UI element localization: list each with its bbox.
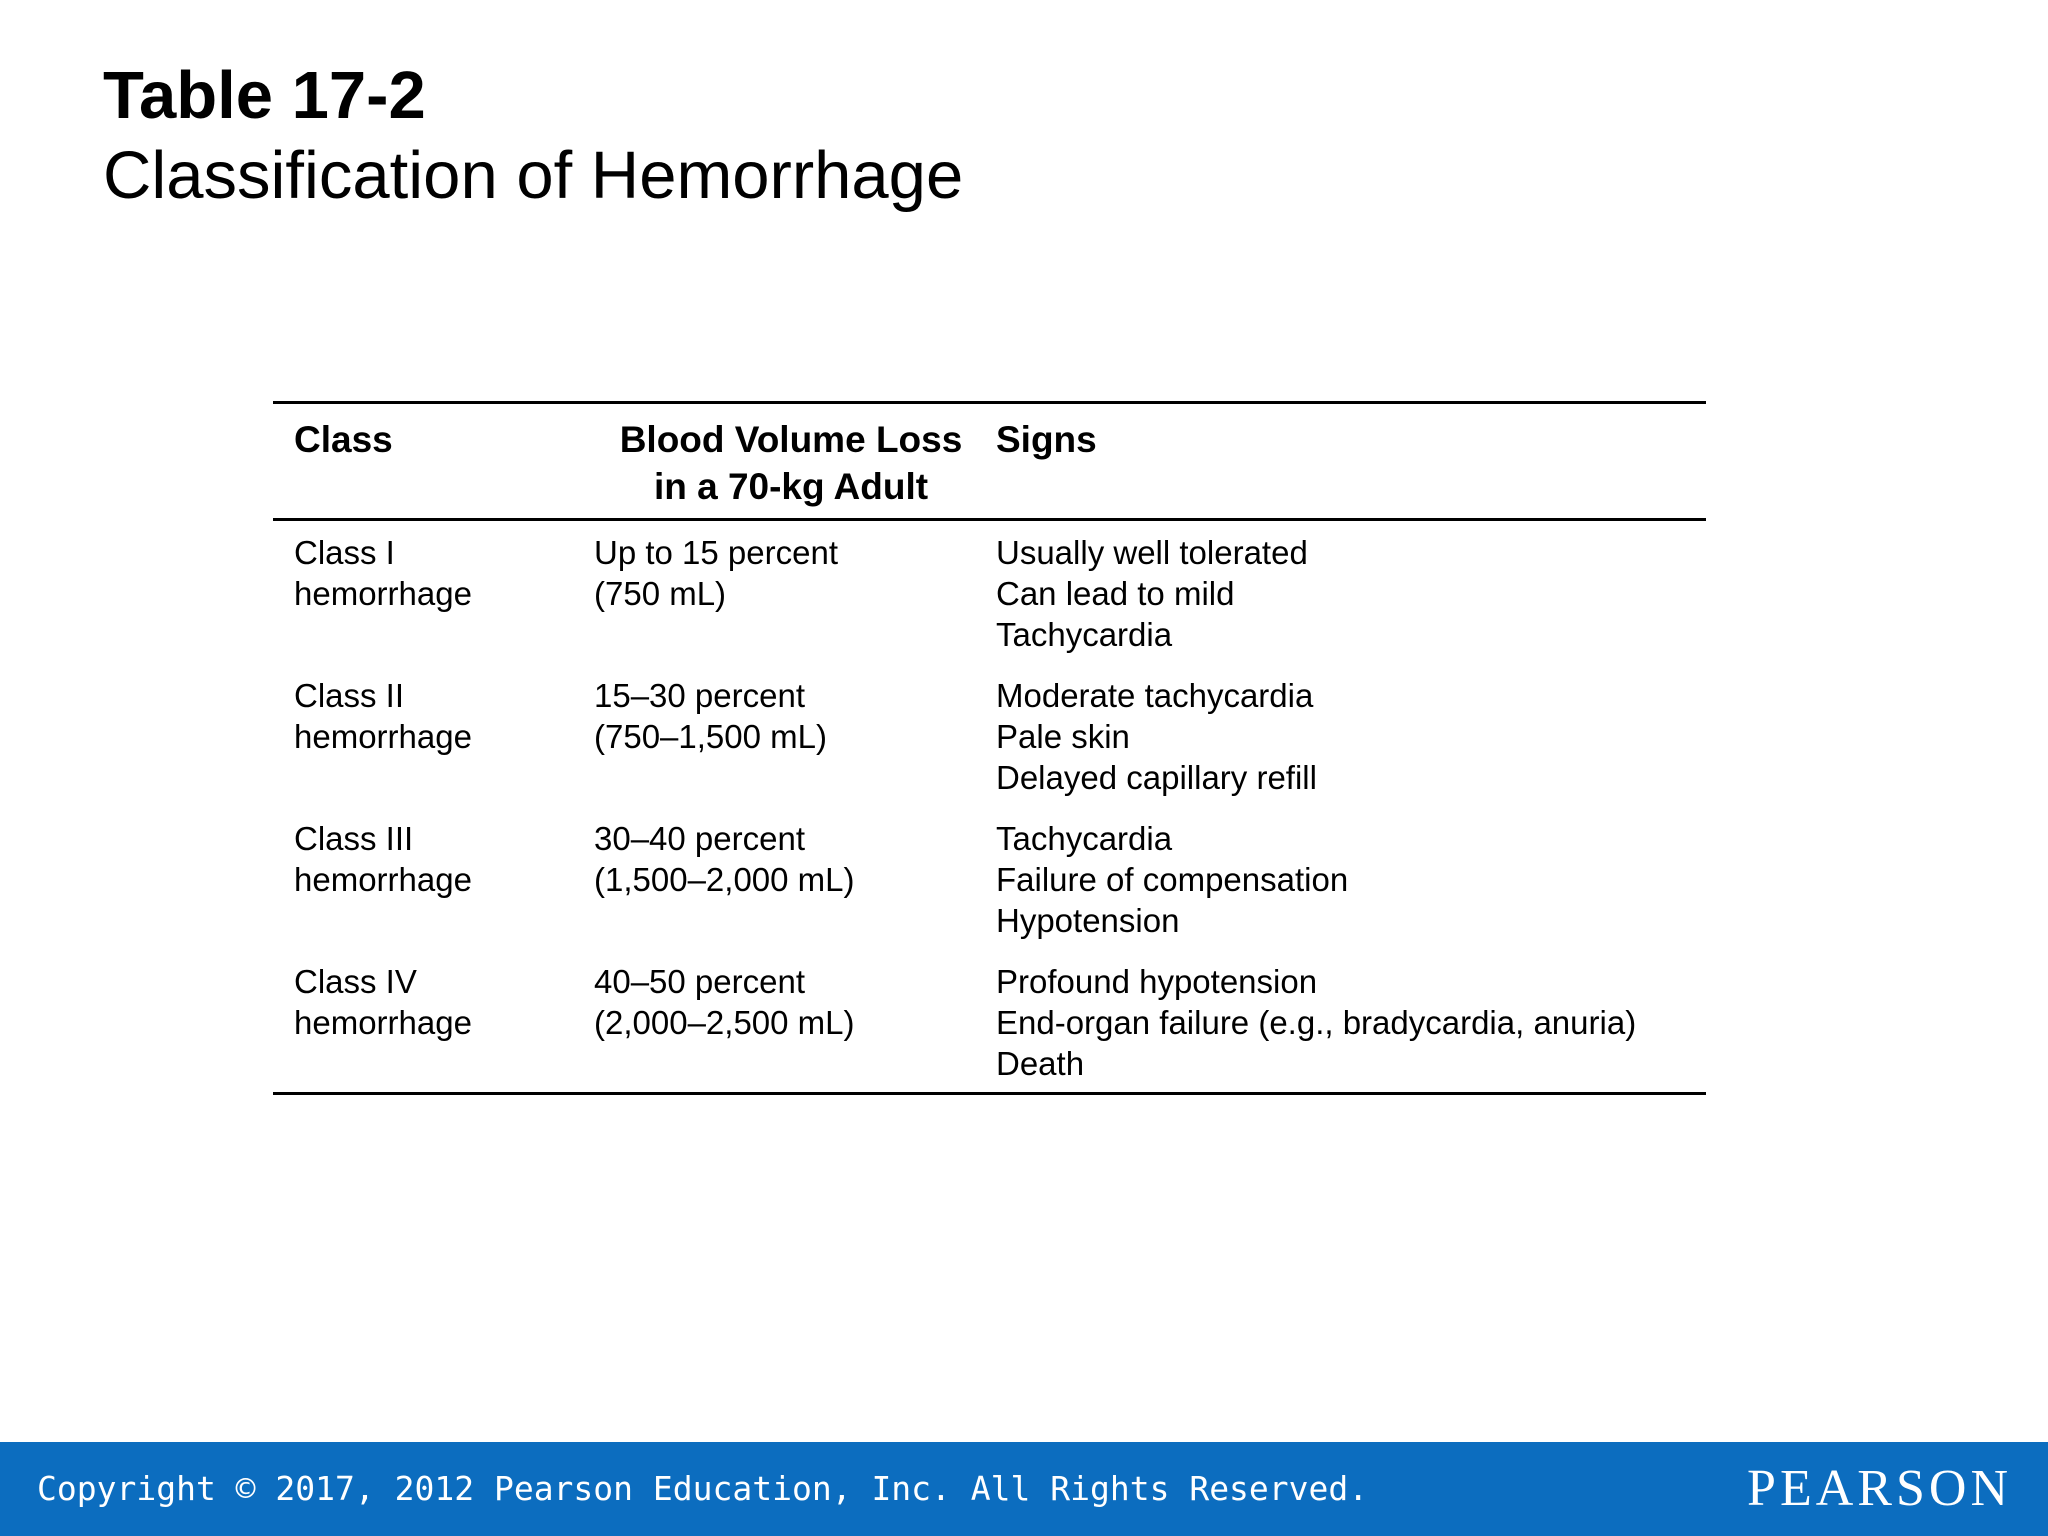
cell-line: Up to 15 percent bbox=[594, 534, 838, 571]
copyright-notice: Copyright © 2017, 2012 Pearson Education, Inc. All Rights Reserved. bbox=[37, 1469, 1369, 1508]
cell-class bbox=[273, 961, 586, 1094]
cell-line: hemorrhage bbox=[294, 1004, 472, 1041]
cell-line: (2,000–2,500 mL) bbox=[594, 1004, 855, 1041]
column-header-class: Class bbox=[294, 419, 393, 460]
table-row bbox=[273, 818, 1706, 961]
title-block bbox=[103, 56, 963, 216]
cell-line: hemorrhage bbox=[294, 575, 472, 612]
cell-line: Tachycardia bbox=[996, 616, 1173, 653]
cell-line: Profound hypotension bbox=[996, 963, 1318, 1000]
cell-line: 40–50 percent bbox=[594, 963, 806, 1000]
cell-signs bbox=[996, 818, 1706, 961]
cell-signs bbox=[996, 520, 1706, 676]
cell-line: hemorrhage bbox=[294, 861, 472, 898]
cell-line: Tachycardia bbox=[996, 820, 1173, 857]
cell-class bbox=[273, 520, 586, 676]
cell-class bbox=[273, 818, 586, 961]
cell-blood-volume-loss bbox=[586, 961, 996, 1094]
cell-line: Class I bbox=[294, 534, 395, 571]
table-row bbox=[273, 675, 1706, 818]
cell-line: Can lead to mild bbox=[996, 575, 1235, 612]
column-header-blood-volume-loss bbox=[586, 403, 996, 520]
cell-blood-volume-loss bbox=[586, 520, 996, 676]
cell-line: Hypotension bbox=[996, 902, 1180, 939]
pearson-logo: PEARSON bbox=[1747, 1460, 2012, 1517]
table-number: Table 17-2 bbox=[103, 58, 426, 133]
cell-line: End-organ failure (e.g., bradycardia, anuria) bbox=[996, 1004, 1637, 1041]
cell-line: Death bbox=[996, 1045, 1085, 1082]
cell-blood-volume-loss bbox=[586, 818, 996, 961]
footer-bar bbox=[0, 1442, 2048, 1536]
cell-line: 30–40 percent bbox=[594, 820, 806, 857]
page-title: Classification of Hemorrhage bbox=[103, 138, 964, 213]
table-row bbox=[273, 961, 1706, 1094]
column-header-loss-line-2: in a 70-kg Adult bbox=[653, 466, 929, 507]
cell-line: Class IV bbox=[294, 963, 417, 1000]
cell-line: Class II bbox=[294, 677, 405, 714]
cell-line: Pale skin bbox=[996, 718, 1130, 755]
cell-line: Failure of compensation bbox=[996, 861, 1349, 898]
cell-class bbox=[273, 675, 586, 818]
column-header-signs: Signs bbox=[996, 419, 1097, 460]
cell-line: Delayed capillary refill bbox=[996, 759, 1317, 796]
cell-line: Class III bbox=[294, 820, 414, 857]
cell-signs bbox=[996, 675, 1706, 818]
column-header-loss-line-1: Blood Volume Loss bbox=[619, 419, 963, 460]
cell-line: (750–1,500 mL) bbox=[594, 718, 827, 755]
cell-line: (750 mL) bbox=[594, 575, 727, 612]
table-row bbox=[273, 520, 1706, 676]
cell-line: Usually well tolerated bbox=[996, 534, 1308, 571]
cell-line: Moderate tachycardia bbox=[996, 677, 1314, 714]
cell-line: (1,500–2,000 mL) bbox=[594, 861, 855, 898]
cell-line: 15–30 percent bbox=[594, 677, 806, 714]
cell-line: hemorrhage bbox=[294, 718, 472, 755]
cell-signs bbox=[996, 961, 1706, 1094]
hemorrhage-table bbox=[273, 401, 1706, 1095]
table-header-row bbox=[273, 403, 1706, 520]
cell-blood-volume-loss bbox=[586, 675, 996, 818]
